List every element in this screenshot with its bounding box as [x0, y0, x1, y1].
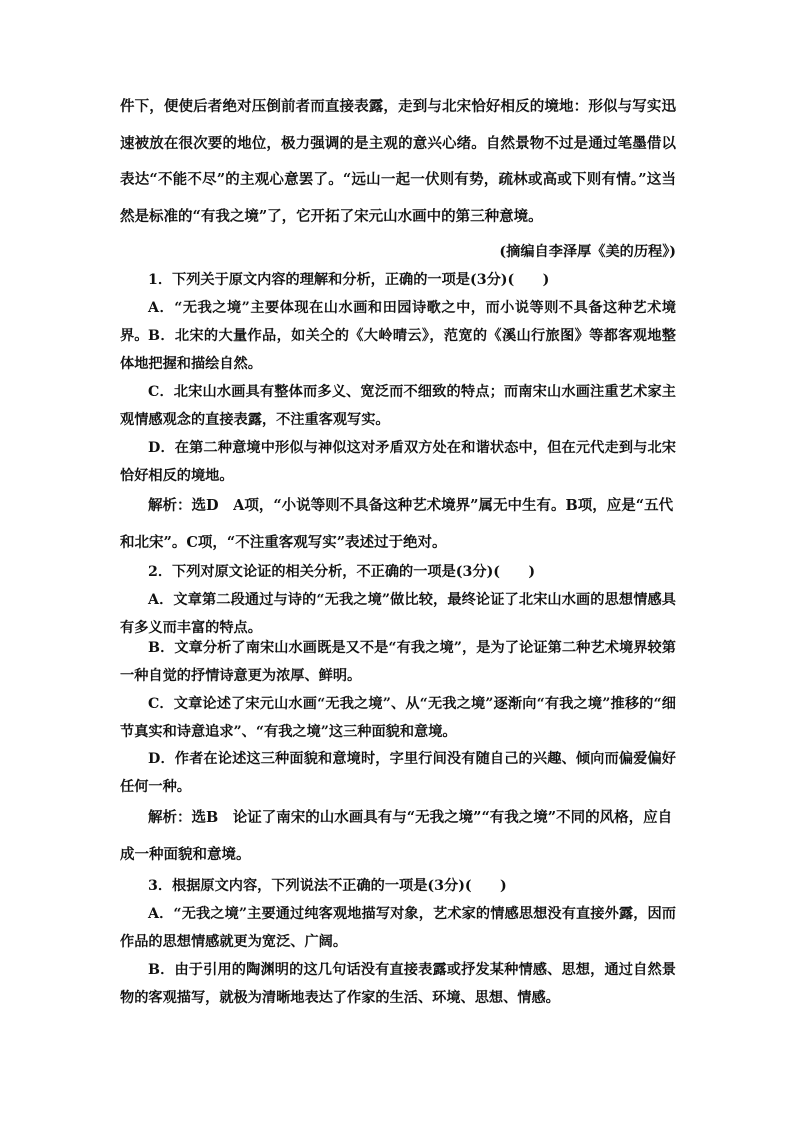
q3-stem: 3．根据原文内容，下列说法不正确的一项是(3分)( ): [148, 878, 507, 894]
q1-answer: [120, 488, 676, 561]
q2-stem: 2．下列对原文论证的相关分析，不正确的一项是(3分)( ): [148, 564, 536, 580]
q2-option-d: D．作者在论述这三种面貌和意境时，字里行间没有随自己的兴趣、倾向而偏爱偏好任何一种。: [120, 751, 676, 795]
q1-option-d: D．在第二种意境中形似与神似这对矛盾双方处在和谐状态中，但在元代走到与北宋恰好相反的境地。: [120, 440, 676, 484]
passage-ending: 件下，便使后者绝对压倒前者而直接表露，走到与北宋恰好相反的境地：形似与写实迅速被放在很次要的地位，极力强调的是主观的意兴心绪。自然景物不过是通过笔墨借以表达“不能不尽”的主观心意罢了。“远山一起一伏则有势，疏林或高或下则有情。”这当然是标准的“有我之境”了，它开拓了宋元山水画中的第三种意境。: [120, 98, 676, 225]
q2-option-b: B．文章分析了南宋山水画既是又不是“有我之境”，是为了论证第二种艺术境界较第一种自觉的抒情诗意更为浓厚、鲜明。: [120, 640, 676, 684]
q1-option-a: A．“无我之境”主要体现在山水画和田园诗歌之中，而小说等则不具备这种艺术境界。: [120, 300, 676, 344]
source-citation: (摘编自李泽厚《美的历程》): [499, 244, 676, 260]
q1-answer-text: A项，“小说等则不具备这种艺术境界”属无中生有。B项，应是“五代和北宋”。C项，“不注重客观写实”表述过于绝对。: [120, 497, 674, 551]
q1-option-c: C．北宋山水画具有整体而多义、宽泛而不细致的特点；而南宋山水画注重艺术家主观情感观念的直接表露，不注重客观写实。: [120, 384, 676, 428]
q3-option-b: B．由于引用的陶渊明的这几句话没有直接表露或抒发某种情感、思想，通过自然景物的客观描写，就极为清晰地表达了作家的生活、环境、思想、情感。: [120, 962, 676, 1006]
q1-stem: 1．下列关于原文内容的理解和分析，正确的一项是(3分)( ): [148, 272, 550, 288]
q2-option-a: A．文章第二段通过与诗的“无我之境”做比较，最终论证了北宋山水画的思想情感具有多义而丰富的特点。: [120, 592, 676, 636]
q1-option-b: B．北宋的大量作品，如关仝的《大岭晴云》，范宽的《溪山行旅图》等都客观地整体地把握和描绘自然。: [120, 328, 676, 372]
q2-option-c: C．文章论述了宋元山水画“无我之境”、从“无我之境”逐渐向“有我之境”推移的“细节真实和诗意追求”、“有我之境”这三种面貌和意境。: [120, 696, 676, 740]
q3-option-a: A．“无我之境”主要通过纯客观地描写对象，艺术家的情感思想没有直接外露，因而作品的思想情感就更为宽泛、广阔。: [120, 906, 676, 950]
q1-answer-label: 解析：选D: [148, 497, 219, 514]
q2-answer-label: 解析：选B: [148, 809, 219, 826]
q2-answer-text: 论证了南宋的山水画具有与“无我之境”“有我之境”不同的风格，应自成一种面貌和意境。: [120, 809, 673, 863]
q2-answer: [120, 800, 676, 873]
